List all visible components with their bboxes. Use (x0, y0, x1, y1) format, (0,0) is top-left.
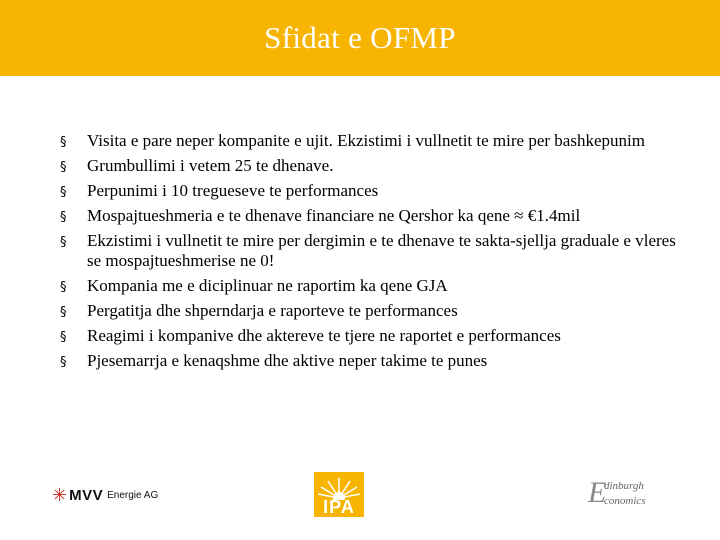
bullet-item (60, 206, 680, 226)
edinburgh-economics-logo (586, 478, 666, 512)
edinburgh-logo-line2: conomics (604, 495, 646, 507)
bullet-icon: § (60, 355, 67, 370)
mvv-logo-subtitle: Energie AG (107, 489, 159, 501)
title-bar (0, 0, 720, 76)
bullet-icon: § (60, 135, 67, 150)
mvv-logo-name: MVV (69, 486, 104, 504)
bullet-text: Perpunimi i 10 tregueseve te performances (87, 181, 379, 200)
bullet-text: Grumbullimi i vetem 25 te dhenave. (87, 156, 334, 175)
bullet-icon: § (60, 305, 67, 320)
bullet-text: Kompania me e diciplinuar ne raportim ka qene GJA (87, 276, 448, 295)
bullet-item (60, 231, 680, 271)
bullet-item (60, 351, 680, 371)
bullet-item (60, 131, 680, 151)
bullet-item (60, 326, 680, 346)
bullet-item (60, 301, 680, 321)
bullet-icon: § (60, 185, 67, 200)
mvv-logo (52, 486, 158, 504)
bullet-text: Mospajtueshmeria e te dhenave financiare ne Qershor ka qene ≈ €1.4mil (87, 206, 581, 225)
ipa-logo (314, 472, 364, 517)
bullet-icon: § (60, 330, 67, 345)
bullet-icon: § (60, 280, 67, 295)
bullet-text: Reagimi i kompanive dhe aktereve te tjere ne raportet e performances (87, 326, 561, 345)
bullet-text: Ekzistimi i vullnetit te mire per dergimin e te dhenave te sakta-sjellja graduale e vleres se mospajtueshmerise ne 0! (87, 231, 676, 270)
bullet-text: Visita e pare neper kompanite e ujit. Ekzistimi i vullnetit te mire per bashkepunim (87, 131, 645, 150)
bullet-icon: § (60, 235, 67, 250)
ipa-logo-name: IPA (323, 497, 355, 517)
slide-title: Sfidat e OFMP (264, 20, 456, 55)
bullet-item (60, 181, 680, 201)
bullet-icon: § (60, 160, 67, 175)
bullet-list (60, 131, 680, 376)
edinburgh-logo-letter: E (588, 476, 607, 509)
bullet-item (60, 156, 680, 176)
bullet-text: Pjesemarrja e kenaqshme dhe aktive neper takime te punes (87, 351, 488, 370)
sun-icon (314, 472, 364, 500)
bullet-text: Pergatitja dhe shperndarja e raporteve te performances (87, 301, 458, 320)
edinburgh-logo-line1: dinburgh (604, 480, 644, 492)
bullet-icon: § (60, 210, 67, 225)
star-icon: ✳ (52, 485, 68, 505)
bullet-item (60, 276, 680, 296)
